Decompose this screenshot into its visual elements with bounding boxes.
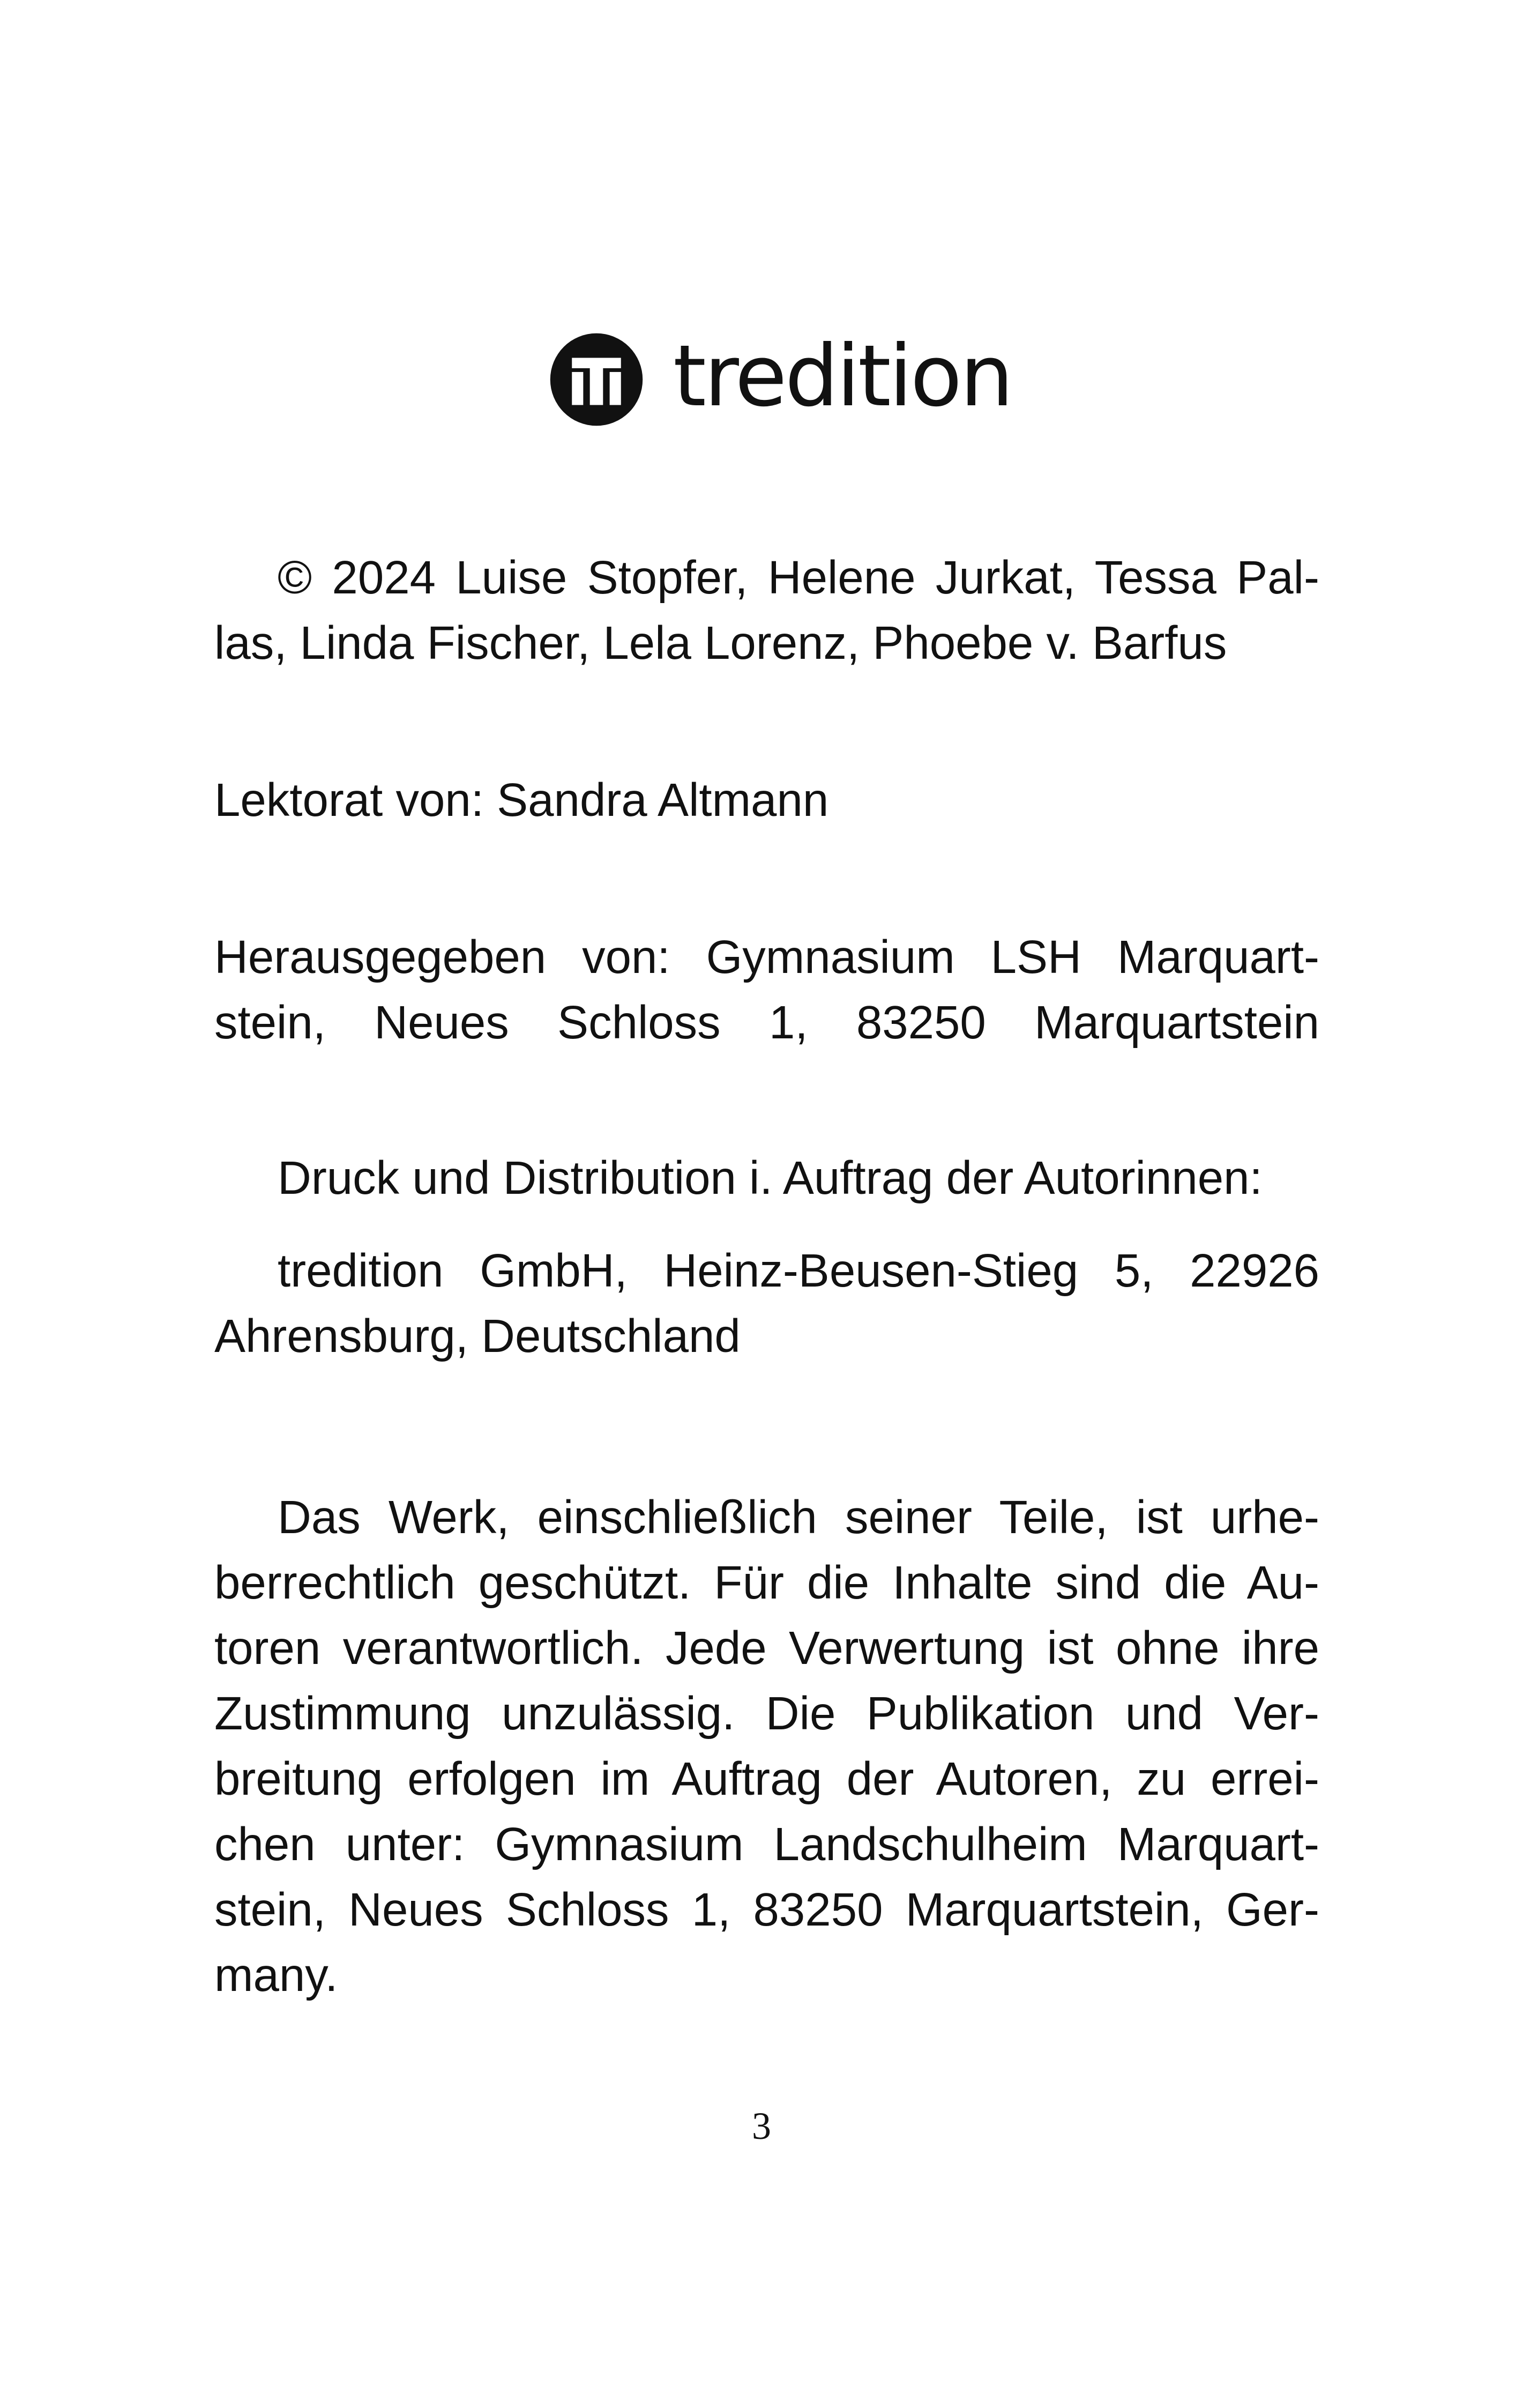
logo-wordmark: tredition <box>673 327 1012 426</box>
publisher-logo <box>549 327 1012 428</box>
printing-address-line-2: Ahrensburg, Deutschland <box>214 1310 741 1362</box>
rights-line-7: stein, Neues Schloss 1, 83250 Marquartstein, Ger- <box>214 1884 1319 1936</box>
tredition-logo-icon <box>549 332 644 427</box>
rights-notice <box>214 1485 1319 2008</box>
publisher-line-1: Herausgegeben von: Gymnasium LSH Marquart- <box>214 931 1319 983</box>
editor-credit <box>214 768 1319 833</box>
printing-line-1: Druck und Distribution i. Auftrag der Autorinnen: <box>278 1152 1263 1204</box>
rights-line-3: toren verantwortlich. Jede Verwertung ist ohne ihre <box>214 1622 1319 1674</box>
printing-info <box>214 1146 1319 1211</box>
rights-line-5: breitung erfolgen im Auftrag der Autoren, zu errei- <box>214 1753 1319 1805</box>
printing-address-line-1: tredition GmbH, Heinz-Beusen-Stieg 5, 22926 <box>278 1245 1319 1297</box>
copyright-line-2: las, Linda Fischer, Lela Lorenz, Phoebe v. Barfus <box>214 617 1227 669</box>
rights-line-2: berrechtlich geschützt. Für die Inhalte sind die Au- <box>214 1557 1319 1609</box>
printing-address <box>214 1238 1319 1369</box>
publisher-info <box>214 925 1319 1056</box>
copyright-line-1: © 2024 Luise Stopfer, Helene Jurkat, Tessa Pal- <box>278 552 1319 604</box>
editor-line: Lektorat von: Sandra Altmann <box>214 774 829 826</box>
rights-line-4: Zustimmung unzulässig. Die Publikation und Ver- <box>214 1688 1319 1740</box>
rights-line-1: Das Werk, einschließlich seiner Teile, ist urhe- <box>278 1491 1319 1543</box>
copyright-notice <box>214 545 1319 676</box>
rights-line-6: chen unter: Gymnasium Landschulheim Marquart- <box>214 1818 1319 1870</box>
rights-line-8: many. <box>214 1949 338 2001</box>
publisher-line-2: stein, Neues Schloss 1, 83250 Marquartstein <box>214 997 1319 1049</box>
page-number: 3 <box>752 2105 771 2147</box>
